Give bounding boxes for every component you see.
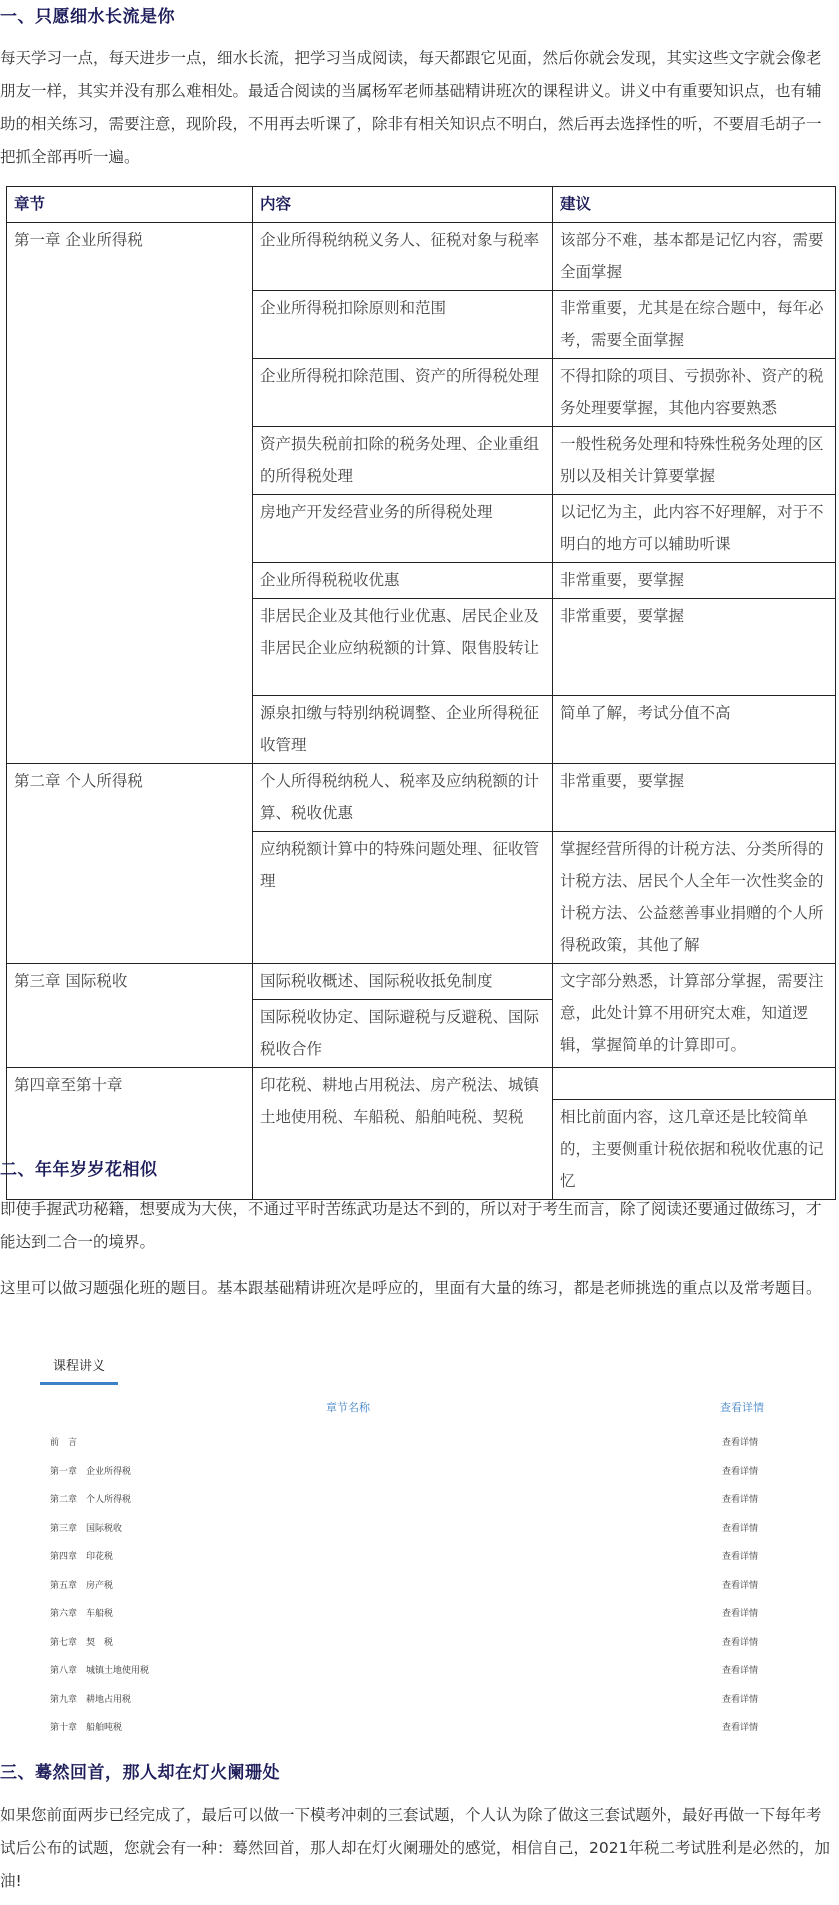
course-chapter-name: 第八章 城镇土地使用税 xyxy=(50,1666,150,1676)
course-chapter-row xyxy=(30,1464,790,1482)
course-chapter-row xyxy=(30,1549,790,1567)
section-paragraph-2b: 这里可以做习题强化班的题目。基本跟基础精讲班次是呼应的，里面有大量的练习，都是老师挑选的重点以及常考题目。 xyxy=(0,1279,822,1297)
content-cell: 企业所得税扣除原则和范围 xyxy=(253,291,553,359)
table-header-row xyxy=(7,187,836,223)
view-details-link[interactable]: 查看详情 xyxy=(722,1495,759,1505)
course-chapter-row xyxy=(30,1692,790,1710)
advice-cell: 以记忆为主，此内容不好理解，对于不明白的地方可以辅助听课 xyxy=(553,495,836,563)
column-header-view-details: 查看详情 xyxy=(720,1401,764,1414)
advice-cell: 非常重要，要掌握 xyxy=(553,764,836,832)
advice-cell: 非常重要，要掌握 xyxy=(553,563,836,599)
content-cell: 企业所得税纳税义务人、征税对象与税率 xyxy=(253,223,553,291)
view-details-link[interactable]: 查看详情 xyxy=(722,1438,759,1448)
content-cell: 源泉扣缴与特别纳税调整、企业所得税征收管理 xyxy=(253,696,553,764)
view-details-link[interactable]: 查看详情 xyxy=(722,1723,759,1733)
course-chapter-row xyxy=(30,1492,790,1510)
course-handout-panel xyxy=(30,1355,790,1740)
content-cell: 国际税收概述、国际税收抵免制度 xyxy=(253,964,553,1000)
content-cell: 企业所得税税收优惠 xyxy=(253,563,553,599)
section-paragraph-1: 每天学习一点，每天进步一点，细水长流，把学习当成阅读，每天都跟它见面，然后你就会发现，其实这些文字就会像老朋友一样，其实并没有那么难相处。最适合阅读的当属杨军老师基础精讲班次的课程讲义。讲义中有重要知识点，也有辅助的相关练习，需要注意，现阶段，不用再去听课了，除非有相关知识点不明白，然后再去选择性的听，不要眉毛胡子一把抓全部再听一遍。 xyxy=(0,49,822,166)
chapter-cell: 第三章 国际税收 xyxy=(7,964,253,1068)
course-chapter-name: 第六章 车船税 xyxy=(50,1609,114,1619)
content-cell: 个人所得税纳税人、税率及应纳税额的计算、税收优惠 xyxy=(253,764,553,832)
course-chapter-name: 第三章 国际税收 xyxy=(50,1523,123,1534)
section-paragraph-2a: 即使手握武功秘籍，想要成为大侠，不通过平时苦练武功是达不到的，所以对于考生而言，除了阅读还要通过做练习，才能达到二合一的境界。 xyxy=(0,1200,822,1251)
course-chapter-row xyxy=(30,1720,790,1738)
chapter-cell: 第一章 企业所得税 xyxy=(7,223,253,764)
section-heading-1: 一、只愿细水长流是你 xyxy=(0,7,175,27)
advice-cell: 文字部分熟悉，计算部分掌握，需要注意，此处计算不用研究太难，知道逻辑，掌握简单的计算即可。 xyxy=(553,964,836,1068)
view-details-link[interactable]: 查看详情 xyxy=(722,1609,759,1619)
advice-cell: 掌握经营所得的计税方法、分类所得的计税方法、居民个人全年一次性奖金的计税方法、公益慈善事业捐赠的个人所得税政策，其他了解 xyxy=(553,832,836,964)
table-header-advice: 建议 xyxy=(553,187,836,223)
course-chapter-row xyxy=(30,1578,790,1596)
table-row xyxy=(7,223,836,291)
table-row xyxy=(7,764,836,832)
course-chapter-name: 第十章 船舶吨税 xyxy=(50,1723,123,1733)
view-details-link[interactable]: 查看详情 xyxy=(722,1523,759,1534)
course-chapter-row xyxy=(30,1606,790,1624)
advice-cell: 相比前面内容，这几章还是比较简单的，主要侧重计税依据和税收优惠的记忆 xyxy=(553,1100,836,1200)
table-header-chapter: 章节 xyxy=(7,187,253,223)
table-row xyxy=(7,964,836,1000)
course-chapter-name: 第九章 耕地占用税 xyxy=(50,1694,132,1705)
content-cell: 企业所得税扣除范围、资产的所得税处理 xyxy=(253,359,553,427)
view-details-link[interactable]: 查看详情 xyxy=(722,1694,759,1705)
section-paragraph-3: 如果您前面两步已经完成了，最后可以做一下模考冲刺的三套试题，个人认为除了做这三套试题外，最好再做一下每年考试后公布的试题，您就会有一种：蓦然回首，那人却在灯火阑珊处的感觉，相信自己，2021年税二考试胜利是必然的，加油! xyxy=(0,1806,830,1890)
course-chapter-name: 第五章 房产税 xyxy=(50,1580,114,1591)
chapter-cell: 第四章至第十章 xyxy=(7,1068,253,1200)
tab-course-handout[interactable]: 课程讲义 xyxy=(40,1355,118,1385)
content-cell: 应纳税额计算中的特殊问题处理、征收管理 xyxy=(253,832,553,964)
view-details-link[interactable]: 查看详情 xyxy=(722,1637,759,1648)
chapter-cell: 第二章 个人所得税 xyxy=(7,764,253,964)
view-details-link[interactable]: 查看详情 xyxy=(722,1580,759,1591)
advice-cell-empty xyxy=(553,1068,836,1100)
view-details-link[interactable]: 查看详情 xyxy=(722,1466,759,1477)
column-header-chapter-name: 章节名称 xyxy=(326,1401,370,1414)
content-cell: 房地产开发经营业务的所得税处理 xyxy=(253,495,553,563)
course-chapter-row xyxy=(30,1663,790,1681)
advice-cell: 该部分不难，基本都是记忆内容，需要全面掌握 xyxy=(553,223,836,291)
advice-cell: 一般性税务处理和特殊性税务处理的区别以及相关计算要掌握 xyxy=(553,427,836,495)
course-chapter-name: 第七章 契 税 xyxy=(50,1637,114,1648)
course-chapter-name: 第四章 印花税 xyxy=(50,1552,114,1562)
section-heading-3: 三、蓦然回首，那人却在灯火阑珊处 xyxy=(0,1763,280,1783)
course-chapter-name: 前 言 xyxy=(50,1438,78,1448)
course-chapter-name: 第二章 个人所得税 xyxy=(50,1495,132,1505)
course-chapter-name: 第一章 企业所得税 xyxy=(50,1466,132,1477)
table-header-content: 内容 xyxy=(253,187,553,223)
section-heading-2: 二、年年岁岁花相似 xyxy=(0,1160,158,1180)
content-cell: 资产损失税前扣除的税务处理、企业重组的所得税处理 xyxy=(253,427,553,495)
study-plan-table xyxy=(6,186,836,1200)
view-details-link[interactable]: 查看详情 xyxy=(722,1666,759,1676)
advice-cell: 不得扣除的项目、亏损弥补、资产的税务处理要掌握，其他内容要熟悉 xyxy=(553,359,836,427)
content-cell: 非居民企业及其他行业优惠、居民企业及非居民企业应纳税额的计算、限售股转让 xyxy=(253,599,553,696)
course-chapter-row xyxy=(30,1435,790,1453)
content-cell: 国际税收协定、国际避税与反避税、国际税收合作 xyxy=(253,1000,553,1068)
content-cell: 印花税、耕地占用税法、房产税法、城镇土地使用税、车船税、船舶吨税、契税 xyxy=(253,1068,553,1200)
advice-cell: 非常重要，尤其是在综合题中，每年必考，需要全面掌握 xyxy=(553,291,836,359)
view-details-link[interactable]: 查看详情 xyxy=(722,1552,759,1562)
advice-cell: 简单了解，考试分值不高 xyxy=(553,696,836,764)
advice-cell: 非常重要，要掌握 xyxy=(553,599,836,696)
table-row xyxy=(7,1068,836,1100)
course-chapter-row xyxy=(30,1521,790,1539)
course-chapter-row xyxy=(30,1635,790,1653)
